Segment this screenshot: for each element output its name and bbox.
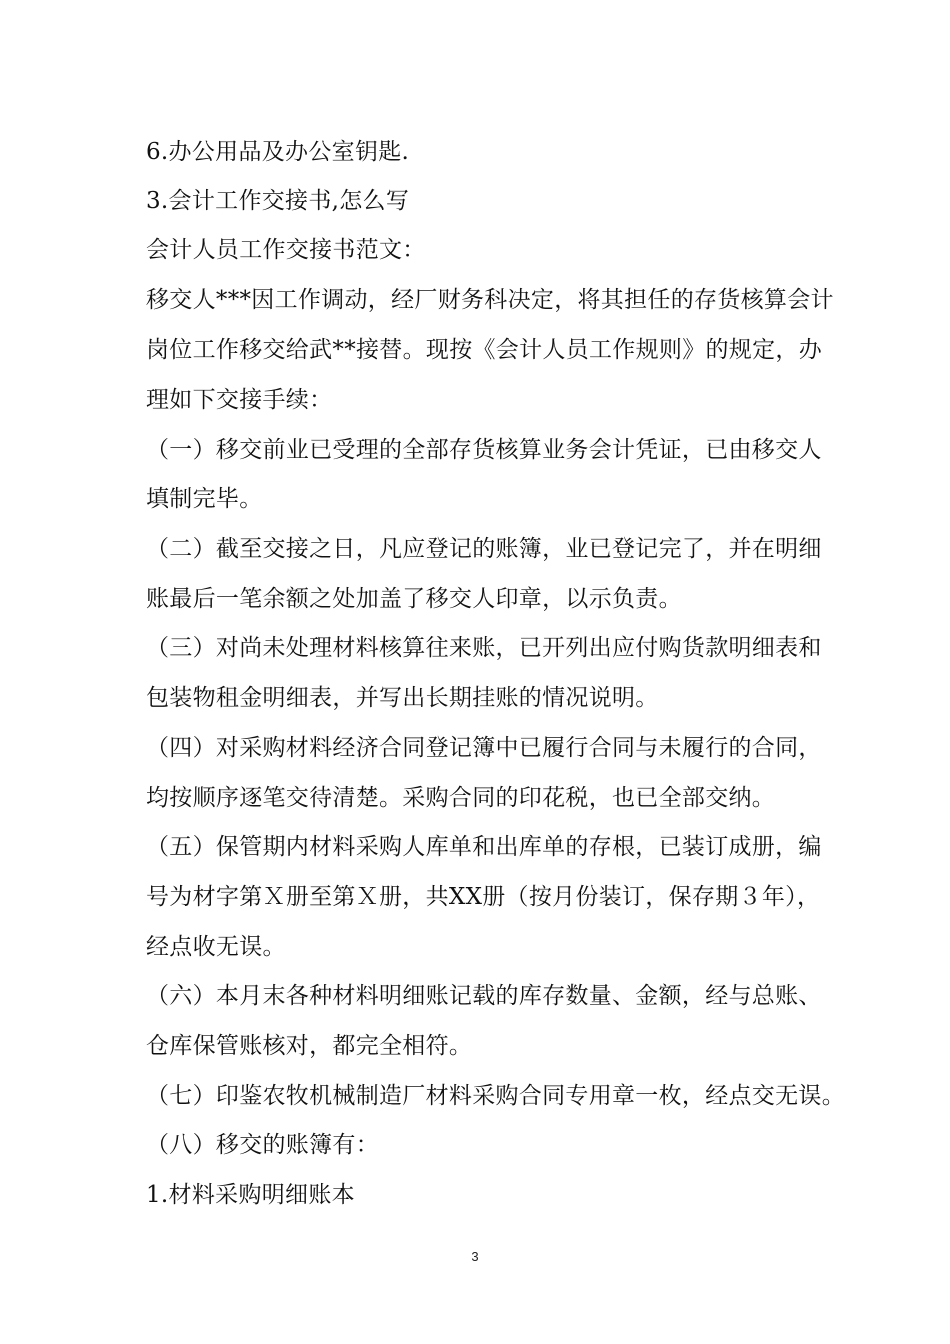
text-line: 会计人员工作交接书范文： xyxy=(146,237,426,263)
text-line: 3.会计工作交接书,怎么写 xyxy=(146,188,410,214)
text-line: （一）移交前业已受理的全部存货核算业务会计凭证，已由移交人 xyxy=(146,437,822,463)
text-line: （六）本月末各种材料明细账记载的库存数量、金额，经与总账、 xyxy=(146,983,822,1009)
text-line: 理如下交接手续： xyxy=(146,387,333,413)
text-line: 包装物租金明细表，并写出长期挂账的情况说明。 xyxy=(146,685,659,711)
text-line: （四）对采购材料经济合同登记簿中已履行合同与未履行的合同， xyxy=(146,735,822,761)
text-line: 岗位工作移交给武**接替。现按《会计人员工作规则》的规定，办 xyxy=(146,337,822,363)
text-line: 号为材字第Ｘ册至第Ｘ册，共XX册（按月份装订，保存期３年）， xyxy=(146,884,821,910)
text-line: 移交人***因工作调动，经厂财务科决定，将其担任的存货核算会计 xyxy=(146,287,834,313)
text-line: 仓库保管账核对，都完全相符。 xyxy=(146,1033,473,1059)
text-line: （三）对尚未处理材料核算往来账，已开列出应付购货款明细表和 xyxy=(146,635,822,661)
text-line: （八）移交的账簿有： xyxy=(146,1132,379,1158)
text-line: 1.材料采购明细账本 xyxy=(146,1182,355,1208)
text-line: 填制完毕。 xyxy=(146,486,263,512)
text-line: 经点收无误。 xyxy=(146,934,286,960)
text-line: （二）截至交接之日，凡应登记的账簿，业已登记完了，并在明细 xyxy=(146,536,822,562)
page-number: 3 xyxy=(471,1249,479,1264)
text-line: 6.办公用品及办公室钥匙. xyxy=(146,139,410,165)
text-line: 均按顺序逐笔交待清楚。采购合同的印花税，也已全部交纳。 xyxy=(146,785,776,811)
text-line: （五）保管期内材料采购人库单和出库单的存根，已装订成册，编 xyxy=(146,834,822,860)
text-line: 账最后一笔余额之处加盖了移交人印章，以示负责。 xyxy=(146,586,682,612)
text-line: （七）印鉴农牧机械制造厂材料采购合同专用章一枚，经点交无误。 xyxy=(146,1083,845,1109)
